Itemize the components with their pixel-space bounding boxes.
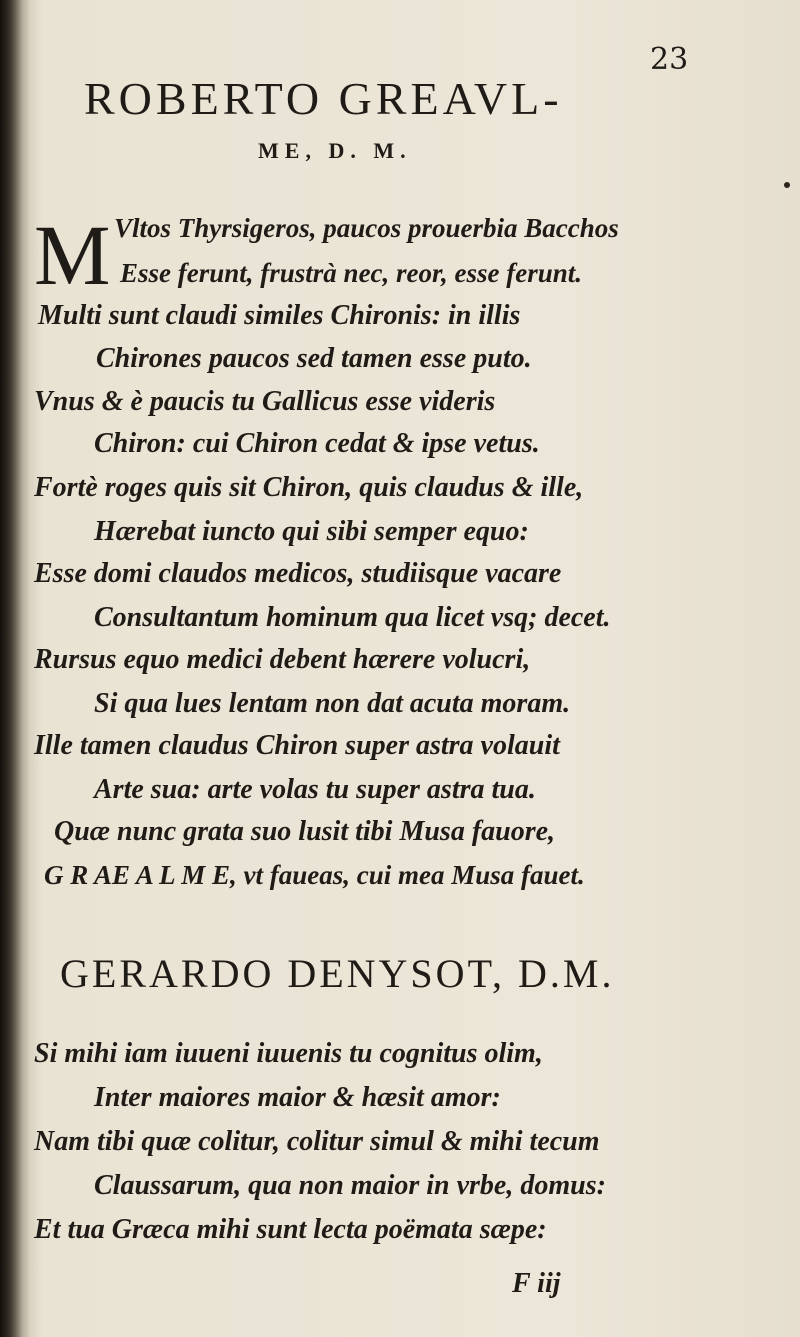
poem-line: Inter maiores maior & hæsit amor:: [94, 1082, 501, 1113]
poem-line: Vltos Thyrsigeros, paucos prouerbia Bacchos: [114, 213, 619, 243]
dedication-title-2: GERARDO DENYSOT, D.M.: [60, 951, 615, 996]
dedication-title-1-continued: ME, D. M.: [258, 138, 412, 163]
poem-line: Esse domi claudos medicos, studiisque vacare: [34, 558, 562, 589]
poem-line: Multi sunt claudi similes Chironis: in illis: [38, 300, 521, 331]
poem-line: Vnus & è paucis tu Gallicus esse videris: [34, 386, 496, 417]
poem-line: Claussarum, qua non maior in vrbe, domus:: [94, 1170, 606, 1201]
poem-line: Rursus equo medici debent hærere volucri,: [34, 644, 531, 675]
poem-line: G R AE A L M E, vt faueas, cui mea Musa fauet.: [44, 860, 585, 890]
dedication-title-1: ROBERTO GREAVL-: [84, 73, 563, 124]
poem-line: Et tua Græca mihi sunt lecta poëmata sæpe:: [34, 1214, 547, 1245]
poem-line: Si mihi iam iuueni iuuenis tu cognitus olim,: [34, 1038, 543, 1069]
poem-line: Si qua lues lentam non dat acuta moram.: [94, 688, 571, 719]
binding-gutter: [0, 0, 30, 1337]
signature-mark: F iij: [512, 1268, 561, 1299]
poem-line: Chirones paucos sed tamen esse puto.: [96, 343, 532, 374]
paper-speck: [784, 182, 790, 188]
drop-cap: M: [34, 207, 111, 303]
poem-line: Chiron: cui Chiron cedat & ipse vetus.: [94, 428, 540, 459]
poem-line: Ille tamen claudus Chiron super astra volauit: [34, 730, 560, 761]
poem-line: Esse ferunt, frustrà nec, reor, esse ferunt.: [120, 258, 583, 288]
poem-line: Quæ nunc grata suo lusit tibi Musa fauore,: [54, 816, 556, 847]
poem-line: Consultantum hominum qua licet vsq; decet.: [94, 602, 611, 633]
poem-line: Arte sua: arte volas tu super astra tua.: [94, 774, 536, 805]
poem-line: Fortè roges quis sit Chiron, quis claudus & ille,: [34, 472, 584, 503]
poem-line: Nam tibi quæ colitur, colitur simul & mihi tecum: [34, 1126, 600, 1157]
page-number: 23: [650, 42, 689, 77]
poem-line: Hærebat iuncto qui sibi semper equo:: [94, 516, 529, 547]
